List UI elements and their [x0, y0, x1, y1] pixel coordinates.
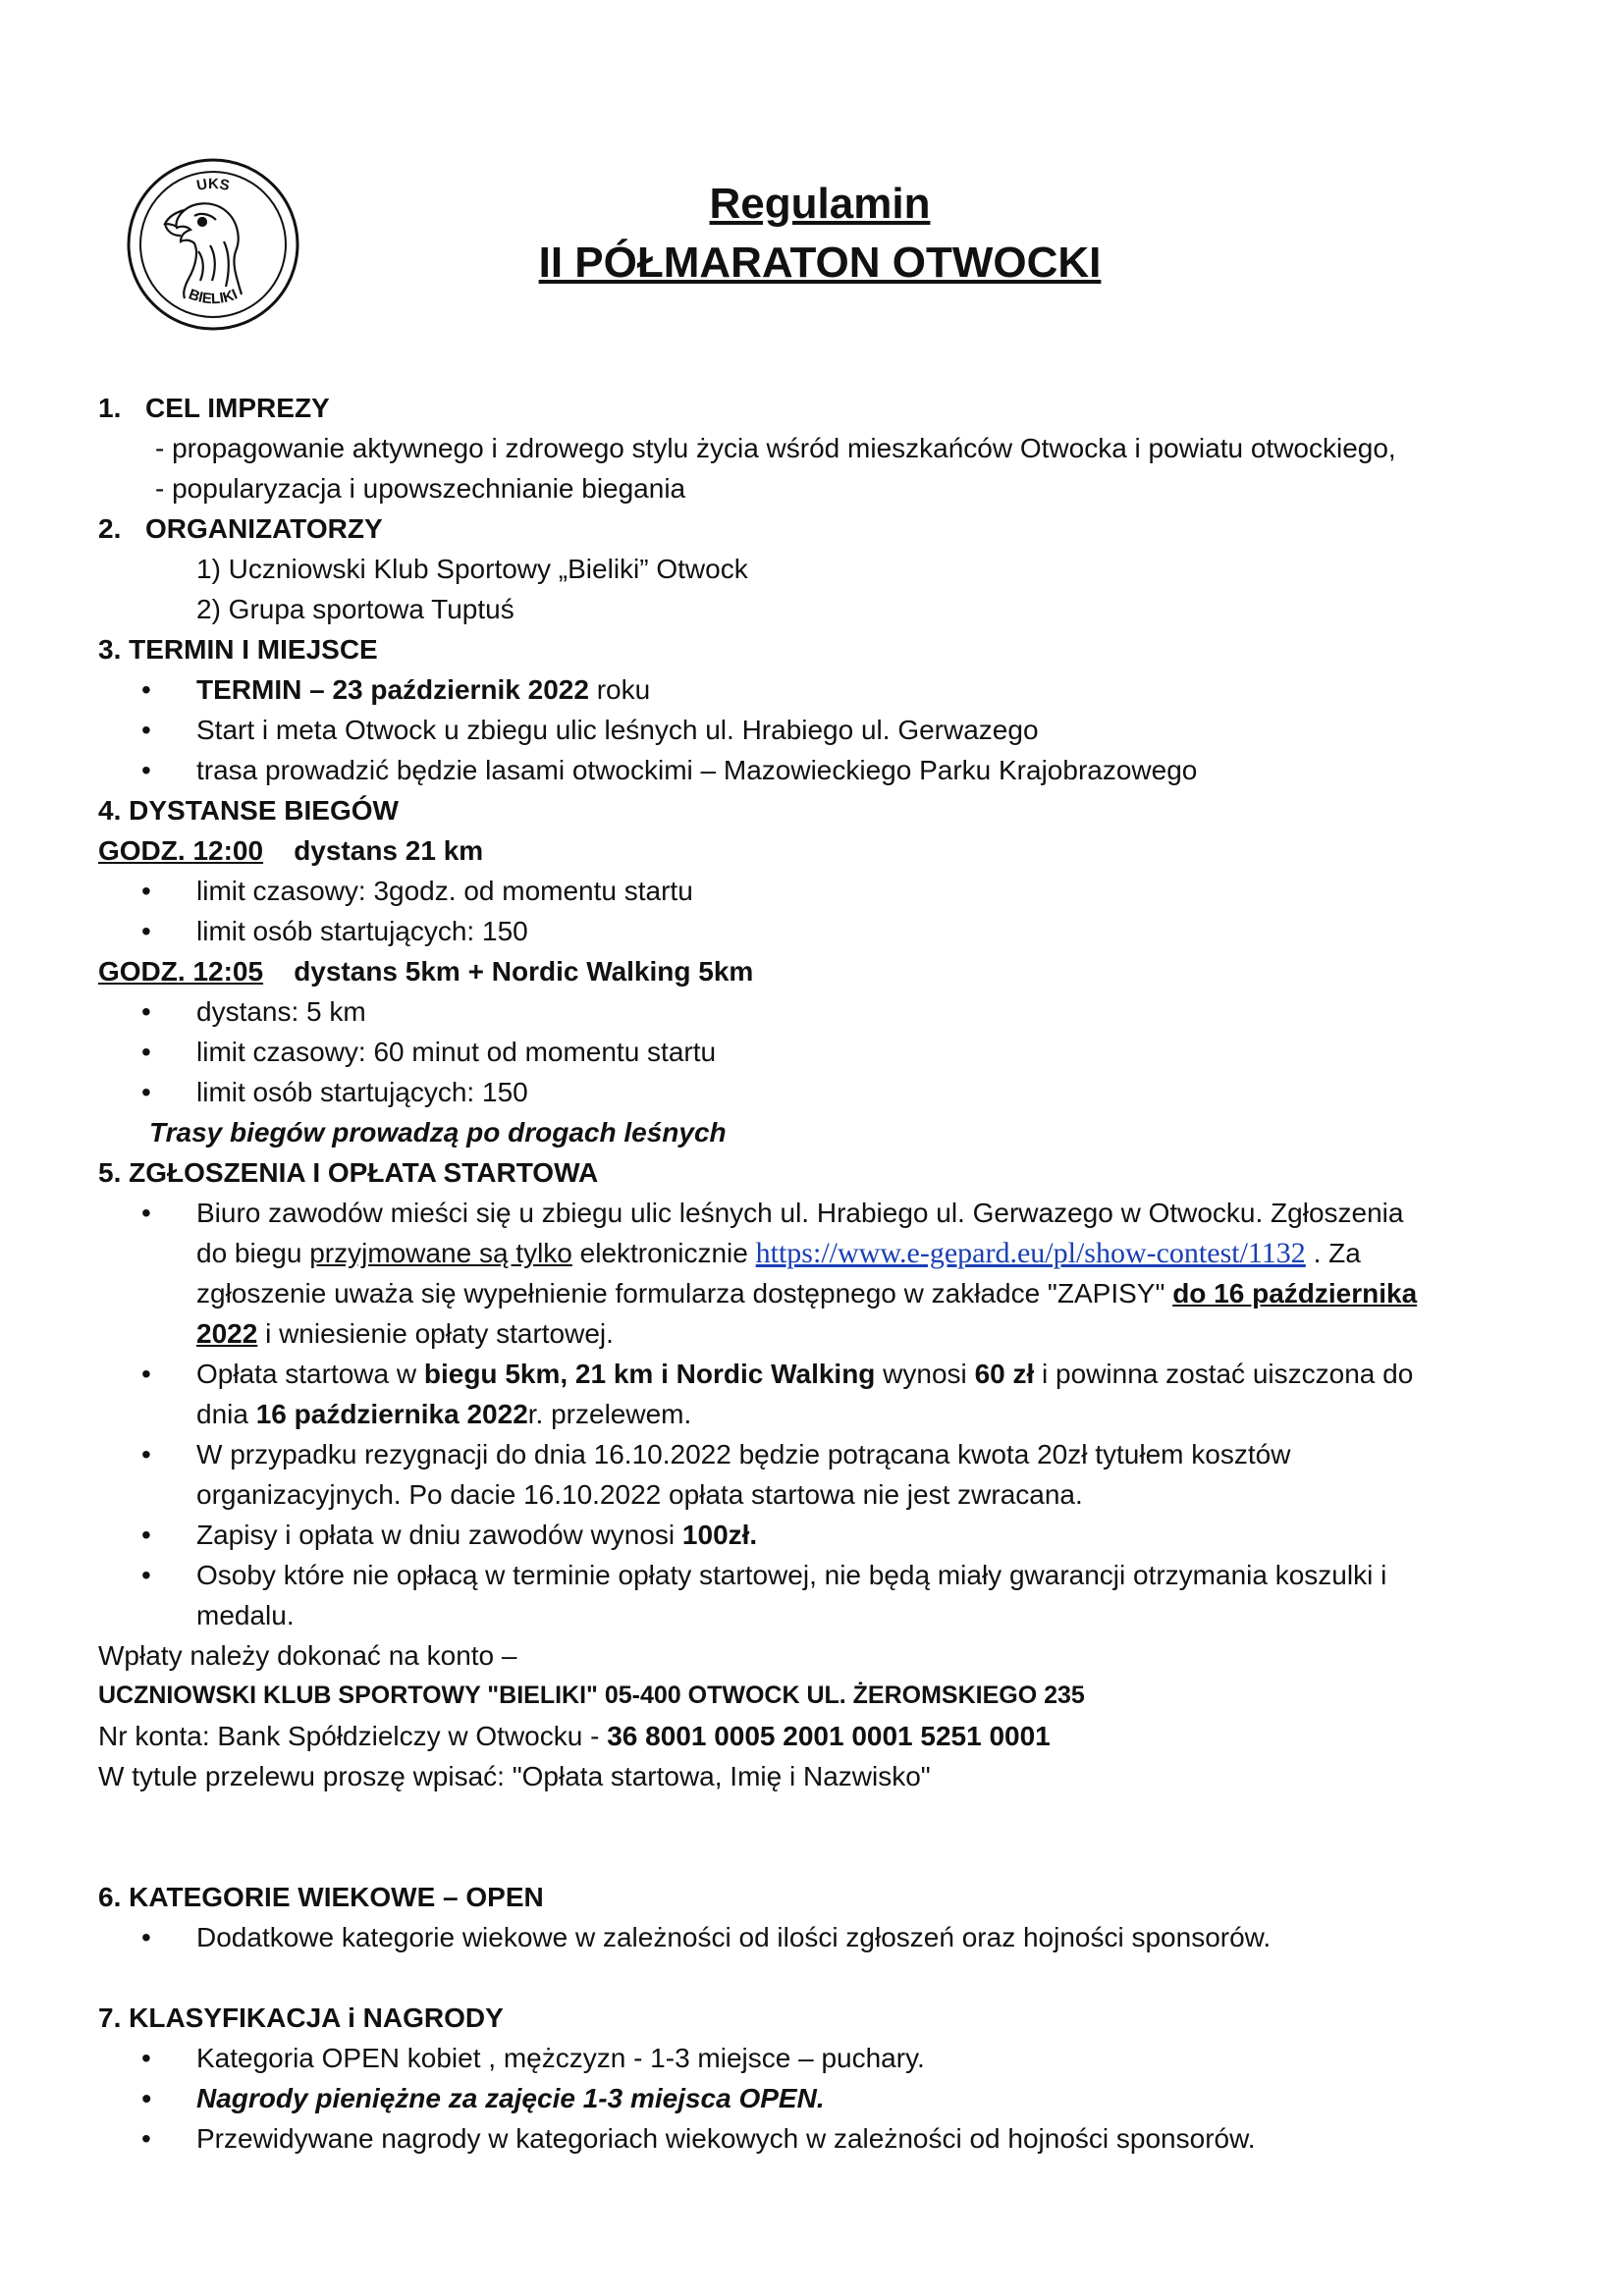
list-item: • limit czasowy: 60 minut od momentu startu — [196, 1032, 1532, 1072]
transfer-title-note: W tytule przelewu proszę wpisać: "Opłata startowa, Imię i Nazwisko" — [98, 1761, 931, 1791]
bank-account: Nr konta: Bank Spółdzielczy w Otwocku - 36 8001 0005 2001 0001 5251 0001 — [98, 1721, 1051, 1751]
section-3-list — [98, 669, 1532, 790]
logo-top-text: UKS — [194, 175, 232, 194]
list-item: • trasa prowadzić będzie lasami otwockimi – Mazowieckiego Parku Krajobrazowego — [196, 750, 1532, 790]
regulation-content — [98, 388, 1532, 2159]
list-item: • Zapisy i opłata w dniu zawodów wynosi 100zł. — [196, 1515, 1532, 1555]
list-item: • Kategoria OPEN kobiet , mężczyzn - 1-3 miejsce – puchary. — [196, 2038, 1532, 2078]
list-item: • Nagrody pieniężne za zajęcie 1-3 miejsca OPEN. — [196, 2078, 1532, 2118]
svg-text:BIELIKI — [187, 286, 241, 307]
registration-link[interactable]: https://www.e-gepard.eu/pl/show-contest/1132 — [755, 1237, 1306, 1269]
organizer-item: 1) Uczniowski Klub Sportowy „Bieliki” Otwock — [196, 554, 748, 584]
svg-text:UKS — [195, 176, 231, 194]
distance-21km-list — [98, 871, 1532, 951]
spacer — [98, 1796, 1532, 1877]
section-1-heading: 1. CEL IMPREZY — [98, 393, 330, 423]
organizer-item: 2) Grupa sportowa Tuptuś — [196, 594, 514, 624]
list-item: • TERMIN – 23 październik 2022 roku — [196, 669, 1532, 710]
list-item: • Opłata startowa w biegu 5km, 21 km i Nordic Walking wynosi 60 zł i powinna zostać uiszczona do dnia 16 października 2022r. przelewem. — [196, 1354, 1532, 1434]
uks-bieliki-logo — [126, 157, 300, 332]
list-item: • Biuro zawodów mieści się u zbiegu ulic leśnych ul. Hrabiego ul. Gerwazego w Otwocku. Zgłoszenia do biegu przyjmowane są tylko elektronicznie https://www.e-gepard.eu/pl/show-contest/1132 . Za zgłoszenie uważa się wypełnienie formularza dostępnego w zakładce "ZAPISY" do 16 października 2022 i wniesienie opłaty startowej. — [196, 1193, 1532, 1354]
list-item: • limit osób startujących: 150 — [196, 1072, 1532, 1112]
list-item: • Start i meta Otwock u zbiegu ulic leśnych ul. Hrabiego ul. Gerwazego — [196, 710, 1532, 750]
distance-5km-heading: GODZ. 12:05 dystans 5km + Nordic Walking 5km — [98, 956, 754, 987]
distance-21km-heading: GODZ. 12:00 dystans 21 km — [98, 835, 484, 866]
list-item: • limit osób startujących: 150 — [196, 911, 1532, 951]
section-4-heading: 4. DYSTANSE BIEGÓW — [98, 795, 399, 826]
section-6-heading: 6. KATEGORIE WIEKOWE – OPEN — [98, 1882, 544, 1912]
bank-recipient: UCZNIOWSKI KLUB SPORTOWY "BIELIKI" 05-400 OTWOCK UL. ŻEROMSKIEGO 235 — [98, 1682, 1085, 1709]
section-6-list — [98, 1917, 1532, 1957]
distance-5km-list — [98, 991, 1532, 1112]
spacer — [98, 1957, 1532, 1998]
eagle-head-icon — [165, 203, 242, 298]
list-item: • dystans: 5 km — [196, 991, 1532, 1032]
title-block — [393, 175, 1247, 293]
list-item: • Dodatkowe kategorie wiekowe w zależności od ilości zgłoszeń oraz hojności sponsorów. — [196, 1917, 1532, 1957]
list-item: • W przypadku rezygnacji do dnia 16.10.2022 będzie potrącana kwota 20zł tytułem kosztów organizacyjnych. Po dacie 16.10.2022 opłata startowa nie jest zwracana. — [196, 1434, 1532, 1515]
section-7-list — [98, 2038, 1532, 2159]
list-item: • limit czasowy: 3godz. od momentu startu — [196, 871, 1532, 911]
title-event-name: II PÓŁMARATON OTWOCKI — [538, 239, 1102, 287]
section-5-heading: 5. ZGŁOSZENIA I OPŁATA STARTOWA — [98, 1157, 599, 1188]
section-2-heading: 2. ORGANIZATORZY — [98, 513, 383, 544]
section-1-item: - popularyzacja i upowszechnianie biegania — [155, 473, 686, 504]
section-7-heading: 7. KLASYFIKACJA i NAGRODY — [98, 2002, 504, 2033]
section-1-item: - propagowanie aktywnego i zdrowego stylu życia wśród mieszkańców Otwocka i powiatu otwockiego, — [155, 433, 1396, 463]
list-item: • Osoby które nie opłacą w terminie opłaty startowej, nie będą miały gwarancji otrzymania koszulki i medalu. — [196, 1555, 1532, 1635]
bank-intro: Wpłaty należy dokonać na konto – — [98, 1640, 517, 1671]
title-regulamin: Regulamin — [709, 180, 931, 228]
section-5-list — [98, 1193, 1532, 1635]
logo-bottom-text: BIELIKI — [186, 286, 241, 308]
section-3-heading: 3. TERMIN I MIEJSCE — [98, 634, 378, 665]
list-item: • Przewidywane nagrody w kategoriach wiekowych w zależności od hojności sponsorów. — [196, 2118, 1532, 2159]
route-note: Trasy biegów prowadzą po drogach leśnych — [149, 1117, 727, 1148]
